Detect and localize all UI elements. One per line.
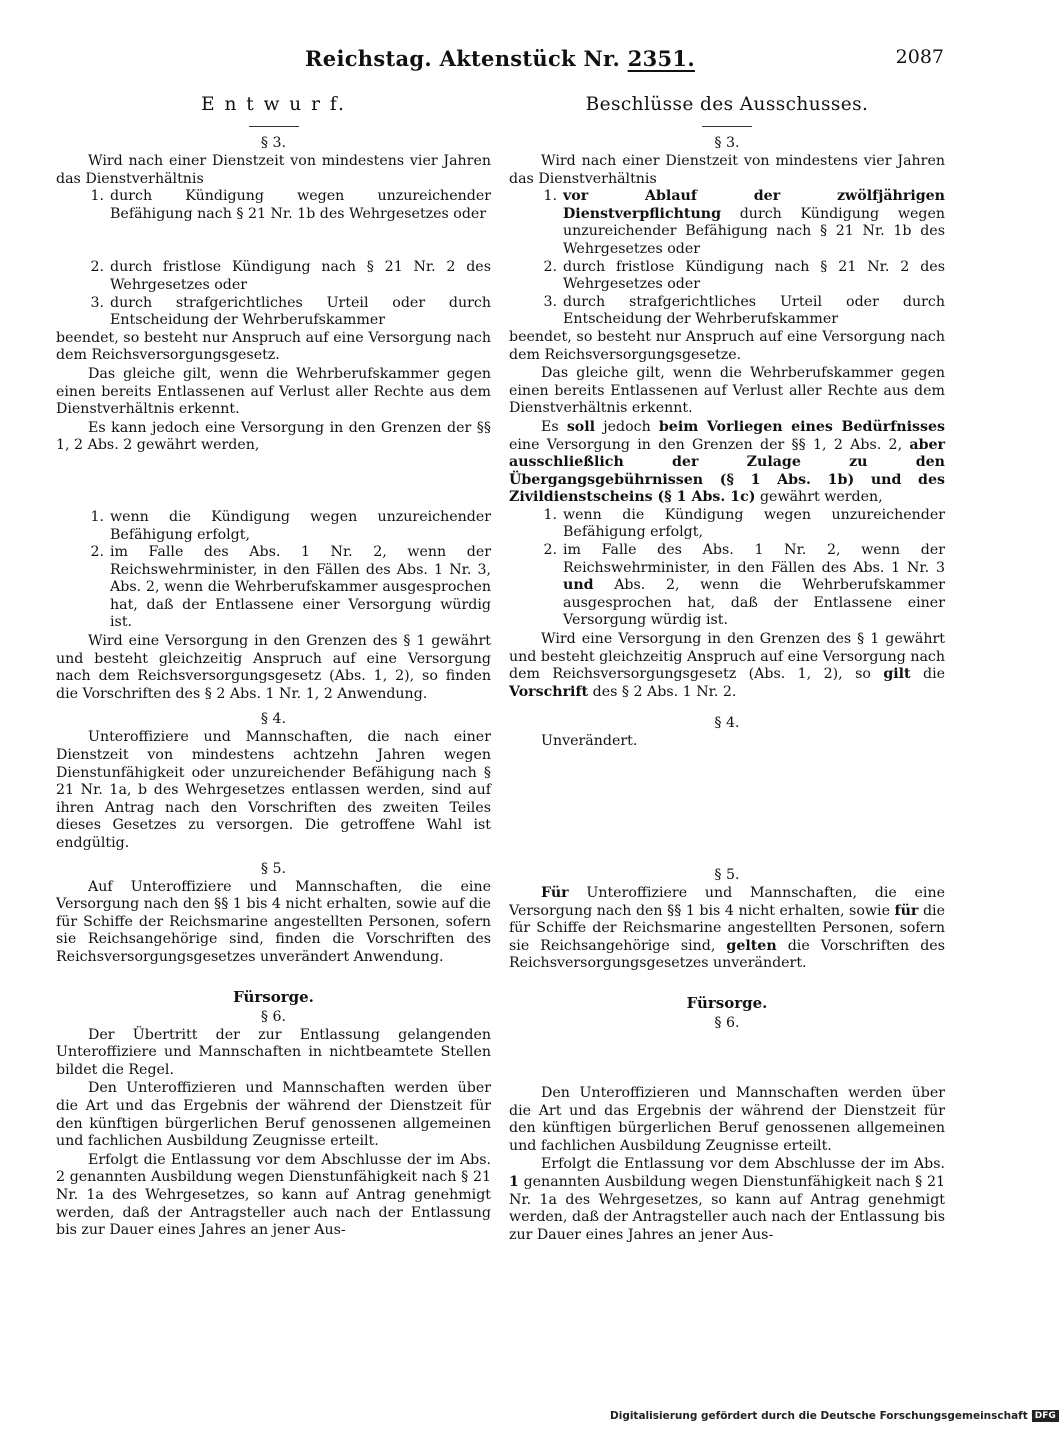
section-5-text: Für Unteroffiziere und Mannschaften, die eine Versorgung nach den §§ 1 bis 4 nicht erhalten, sowie für die für Schiffe der Reichsmarine angestellten Personen, sofern sie Reichsangehörige sind, gelten die Vorschriften des Reichsversorgungsgesetzes unverändert. [509,885,945,972]
list-item: 1. vor Ablauf der zwölfjährigen Dienstverpflichtung durch Kündigung wegen unzureichender Befähigung nach § 21 Nr. 1b des Wehrgesetzes oder [543,188,945,257]
spacer [509,1033,945,1085]
spacer [509,973,945,995]
list-item: 2. durch fristlose Kündigung nach § 21 Nr. 2 des Wehrgesetzes oder [543,258,945,293]
document-number: 2351. [627,46,695,71]
resolutions-column [509,96,945,1244]
heading-rule [249,126,299,127]
section-3-paragraph-4: Wird eine Versorgung in den Grenzen des § 1 gewährt und besteht gleichzeitig Anspruch auf eine Versorgung nach dem Reichsversorgungsgesetz (Abs. 1, 2), so gilt die Vorschrift des § 2 Abs. 1 Nr. 2. [509,631,946,700]
page-number: 2087 [895,46,944,68]
heading-rule [702,126,752,127]
section-3-paragraph-4: Wird eine Versorgung in den Grenzen des § 1 gewährt und besteht gleichzeitig Anspruch auf eine Versorgung nach dem Reichsversorgungsgesetz (Abs. 1, 2), so finden die Vorschriften des § 2 Abs. 1 Nr. 1, 2 Anwendung. [56,633,491,702]
section-3-continuation: beendet, so besteht nur Anspruch auf eine Versorgung nach dem Reichsversorgungsgesetz. [56,329,491,364]
section-4-heading: § 4. [260,711,287,728]
list-item: 2. im Falle des Abs. 1 Nr. 2, wenn der Reichswehrminister, in den Fällen des Abs. 1 Nr. 3, Abs. 2, wenn die Wehrberufskammer ausgesprochen hat, daß der Entlassene einer Versorgung würdig ist. [90,544,491,631]
digitization-credit [610,1410,1056,1428]
draft-column [56,96,491,1240]
credit-text: Digitalisierung gefördert durch die Deutsche Forschungsgemeinschaft [610,1410,1028,1422]
section-6-heading: § 6. [714,1014,740,1031]
amendment-bold: vor Ablauf der zwölfjährigen Dienstverpflichtung [563,188,945,222]
section-3-intro: Wird nach einer Dienstzeit von mindestens vier Jahren das Dienstverhältnis [56,153,491,187]
spacer [56,967,491,989]
section-3-continuation: beendet, so besteht nur Anspruch auf eine Versorgung nach dem Reichsversorgungsgesetze. [509,328,945,363]
spacer [509,751,945,859]
section-3-heading: § 3. [260,135,287,151]
section-4-text: Unverändert. [541,733,638,750]
list-item: 2. durch fristlose Kündigung nach § 21 Nr. 2 des Wehrgesetzes oder [90,259,491,293]
section-3-heading: § 3. [714,135,740,151]
section-6-paragraph-2: Den Unteroffizieren und Mannschaften werden über die Art und das Ergebnis der während der Dienstzeit für den künftigen bürgerlichen Beruf genossenen allgemeinen und fachlichen Ausbildung Zeugnisse erteilt. [56,1080,491,1150]
spacer [56,455,491,509]
section-4-text: Unteroffiziere und Mannschaften, die nach einer Dienstzeit von mindestens achtzehn Jahren wegen Dienstunfähigkeit oder unzureichender Befähigung nach § 21 Nr. 1a, b des Wehrgesetzes entlassen werden, sind auf ihren Antrag nach den Vorschriften des zweiten Teiles dieses Gesetzes zu versorgen. Die getroffene Wahl ist endgültig. [56,729,491,851]
section-3-paragraph-2: Das gleiche gilt, wenn die Wehrberufskammer gegen einen bereits Entlassenen auf Verlust aller Rechte aus dem Dienstverhältnis erkennt. [56,365,491,418]
section-5-heading: § 5. [714,867,740,883]
section-4-heading: § 4. [714,715,740,732]
section-5-heading: § 5. [260,860,287,877]
section-3-paragraph-3: Es kann jedoch eine Versorgung in den Grenzen der §§ 1, 2 Abs. 2 gewährt werden, [56,419,491,454]
fuersorge-heading: Fürsorge. [686,993,768,1012]
fuersorge-heading: Fürsorge. [233,987,314,1006]
spacer [56,223,491,259]
section-5-text: Auf Unteroffiziere und Mannschaften, die eine Versorgung nach den §§ 1 bis 4 nicht erhalten, sowie auf die für Schiffe der Reichsmarine angestellten Personen, sofern sie Reichsangehörige sind, finden die Vorschriften des Reichsversorgungsgesetzes unverändert Anwendung. [56,878,491,965]
section-6-heading: § 6. [260,1008,287,1025]
list-item: 2. im Falle des Abs. 1 Nr. 2, wenn der Reichswehrminister, in den Fällen des Abs. 1 Nr. 3 und Abs. 2, wenn die Wehrberufskammer ausgesprochen hat, daß der Entlassene einer Versorgung würdig ist. [543,542,945,629]
section-3-paragraph-2: Das gleiche gilt, wenn die Wehrberufskammer gegen einen bereits Entlassenen auf Verlust aller Rechte aus dem Dienstverhältnis erkennt. [509,365,945,417]
list-item: 1. durch Kündigung wegen unzureichender Befähigung nach § 21 Nr. 1b des Wehrgesetzes oder [90,188,491,222]
section-6-paragraph-3: Erfolgt die Entlassung vor dem Abschlusse der im Abs. 1 genannten Ausbildung wegen Dienstunfähigkeit nach § 21 Nr. 1a des Wehrgesetzes, so kann auf Antrag genehmigt werden, daß der Antragsteller auch nach der Entlassung bis zur Dauer eines Jahres an jener Aus- [509,1156,945,1243]
page-header [0,46,1000,76]
document-title: Reichstag. Aktenstück Nr. 2351. [305,46,695,71]
section-6-paragraph-1: Der Übertritt der zur Entlassung gelangenden Unteroffiziere und Mannschaften in nichtbeamtete Stellen bildet die Regel. [56,1026,491,1078]
list-item: 3. durch strafgerichtliches Urteil oder durch Entscheidung der Wehrberufskammer [543,293,945,328]
draft-heading: E n t w u r f. [201,94,346,115]
list-item: 1. wenn die Kündigung wegen unzureichender Befähigung erfolgt, [90,508,491,543]
dfg-logo: DFG [1032,1410,1059,1422]
list-item: 1. wenn die Kündigung wegen unzureichender Befähigung erfolgt, [543,506,945,541]
section-3-paragraph-3: Es soll jedoch beim Vorliegen eines Bedürfnisses eine Versorgung in den Grenzen der §§ 1, 2 Abs. 2, aber ausschließlich der Zulage zu den Übergangsgebührnissen (§ 1 Abs. 1b) und des Zivildienstscheins (§ 1 Abs. 1c) gewährt werden, [509,418,945,506]
section-6-paragraph-3: Erfolgt die Entlassung vor dem Abschlusse der im Abs. 2 genannten Ausbildung wegen Dienstunfähigkeit nach § 21 Nr. 1a des Wehrgesetzes, so kann auf Antrag genehmigt werden, daß der Antragsteller auch nach der Entlassung bis zur Dauer eines Jahres an jener Aus- [56,1151,491,1239]
section-3-intro: Wird nach einer Dienstzeit von mindestens vier Jahren das Dienstverhältnis [509,153,945,187]
resolutions-heading: Beschlüsse des Ausschusses. [585,94,869,115]
section-6-paragraph-2: Den Unteroffizieren und Mannschaften werden über die Art und das Ergebnis der während der Dienstzeit für den künftigen bürgerlichen Beruf genossenen allgemeinen und fachlichen Ausbildung Zeugnisse erteilt. [509,1084,945,1154]
list-item: 3. durch strafgerichtliches Urteil oder durch Entscheidung der Wehrberufskammer [90,294,491,329]
